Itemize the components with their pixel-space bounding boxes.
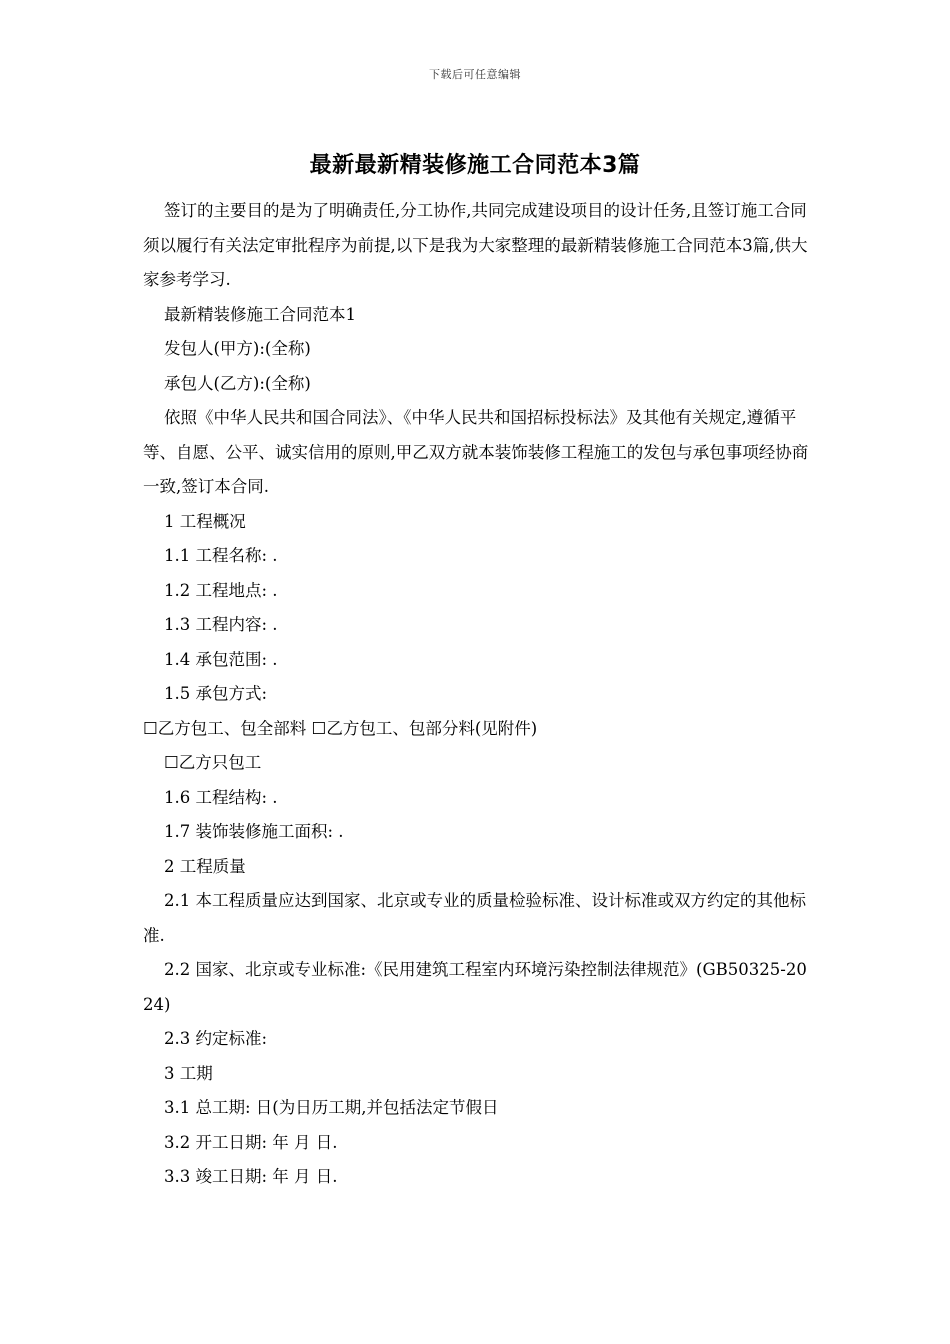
paragraph: 1.6 工程结构: . — [164, 787, 278, 807]
paragraph: 承包人(乙方):(全称) — [164, 373, 311, 393]
document-body — [143, 194, 809, 1195]
paragraph: 3.1 总工期: 日(为日历工期,并包括法定节假日 — [164, 1098, 499, 1117]
paragraph: 2.1 本工程质量应达到国家、北京或专业的质量检验标准、设计标准或双方约定的其他标准. — [143, 891, 806, 945]
paragraph: ☐乙方包工、包全部料 ☐乙方包工、包部分料(见附件) — [143, 718, 538, 738]
paragraph: 1.1 工程名称: . — [164, 546, 278, 565]
paragraph: 3.3 竣工日期: 年 月 日. — [164, 1167, 338, 1186]
paragraph: 1.4 承包范围: . — [164, 649, 278, 669]
paragraph: 2.2 国家、北京或专业标准:《民用建筑工程室内环境污染控制法律规范》(GB50325-2024) — [143, 960, 807, 1014]
paragraph: 1.7 装饰装修施工面积: . — [164, 822, 344, 841]
paragraph: 最新精装修施工合同范本1 — [164, 304, 356, 324]
paragraph: 1 工程概况 — [164, 511, 246, 531]
paragraph: 3.2 开工日期: 年 月 日. — [164, 1132, 338, 1152]
paragraph: 1.3 工程内容: . — [164, 615, 278, 634]
paragraph: ☐乙方只包工 — [164, 753, 262, 772]
header-note: 下载后可任意编辑 — [429, 68, 521, 81]
paragraph: 1.2 工程地点: . — [164, 580, 278, 600]
paragraph: 依照《中华人民共和国合同法》、《中华人民共和国招标投标法》及其他有关规定,遵循平等、自愿、公平、诚实信用的原则,甲乙双方就本装饰装修工程施工的发包与承包事项经协商一致,签订本合同. — [143, 408, 809, 496]
paragraph: 2 工程质量 — [164, 856, 246, 876]
paragraph: 3 工期 — [164, 1063, 213, 1083]
paragraph: 1.5 承包方式: — [164, 684, 268, 703]
paragraph: 签订的主要目的是为了明确责任,分工协作,共同完成建设项目的设计任务,且签订施工合同须以履行有关法定审批程序为前提,以下是我为大家整理的最新精装修施工合同范本3篇,供大家参考学习. — [143, 201, 808, 289]
paragraph: 发包人(甲方):(全称) — [164, 339, 311, 358]
paragraph: 2.3 约定标准: — [164, 1029, 268, 1048]
document-title: 最新最新精装修施工合同范本3篇 — [309, 153, 641, 178]
